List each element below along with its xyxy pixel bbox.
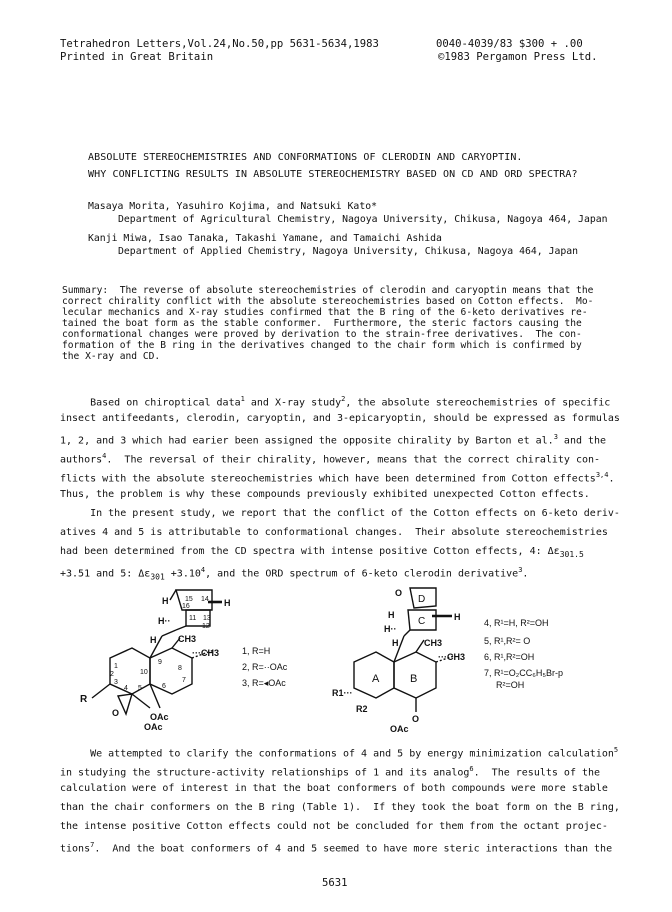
svg-text:H··: H·· <box>384 624 397 634</box>
svg-text:1: 1 <box>114 663 118 670</box>
para2-line-4: +3.51 and 5: $\Delta\varepsilon_{301} +3.10^4$, and the ORD spectrum of 6-keto clerodin derivative$^3$. <box>60 566 529 582</box>
copyright: ©1983 Pergamon Press Ltd. <box>438 51 598 63</box>
svg-text:C: C <box>418 616 426 627</box>
svg-text:···CH3: ···CH3 <box>438 652 465 662</box>
svg-text:16: 16 <box>182 603 190 610</box>
svg-text:6: 6 <box>162 683 166 690</box>
para3-line-1: We attempted to clarify the conformations of 4 and 5 by energy minimization calculation$^5$ <box>60 746 619 760</box>
para3-line-2: in studying the structure-activity relationships of 1 and its analog$^6$. The results of the <box>60 765 601 779</box>
svg-text:O: O <box>112 708 120 718</box>
summary-line: correct chirality conflict with the absolute stereochemistries based on Cotton effects. Mo- <box>62 296 594 307</box>
para3-line-3: calculation were of interest in that the boat conformers of both compounds were more stable <box>60 783 608 794</box>
svg-text:5: 5 <box>138 685 142 692</box>
svg-text:B: B <box>410 673 418 685</box>
para1-line-2: insect antifeedants, clerodin, caryoptin, and 3-epicaryoptin, should be expressed as formulas <box>60 413 620 424</box>
svg-text:9: 9 <box>158 659 162 666</box>
issn-price: 0040-4039/83 $300 + .00 <box>436 38 583 50</box>
svg-text:11: 11 <box>189 615 197 622</box>
svg-text:14: 14 <box>201 596 209 603</box>
svg-text:···CH3: ···CH3 <box>192 648 219 658</box>
compound-7: 7, R¹=O₂CC₆H₅Br-p <box>484 668 564 678</box>
para1-line-1: Based on chiroptical data$^1$ and X-ray study$^2$, the absolute stereochemistries of specific <box>60 395 611 409</box>
title-line-1: ABSOLUTE STEREOCHEMISTRIES AND CONFORMATIONS OF CLERODIN AND CARYOPTIN. <box>88 152 523 163</box>
svg-text:OAc: OAc <box>390 724 409 734</box>
summary-line: the X-ray and CD. <box>62 351 161 362</box>
affiliation-1: Department of Agricultural Chemistry, Nagoya University, Chikusa, Nagoya 464, Japan <box>118 214 608 225</box>
compound-6: 6, R¹,R²=OH <box>484 652 535 662</box>
svg-text:OAc: OAc <box>150 712 169 722</box>
summary-line: Summary: The reverse of absolute stereochemistries of clerodin and caryoptin means that the <box>62 285 594 296</box>
journal-citation: Tetrahedron Letters,Vol.24,No.50,pp 5631-5634,1983 <box>60 38 379 50</box>
svg-text:R: R <box>80 694 88 705</box>
structure-left-labels <box>80 596 231 732</box>
svg-text:8: 8 <box>178 665 182 672</box>
svg-text:OAc: OAc <box>144 722 163 732</box>
summary-line: lecular mechanics and X-ray studies confirmed that the B ring of the 6-keto derivatives re- <box>62 307 588 318</box>
svg-text:R2: R2 <box>356 704 368 714</box>
compound-list-right <box>484 618 563 690</box>
svg-text:15: 15 <box>185 596 193 603</box>
svg-text:H: H <box>150 635 157 645</box>
page-number: 5631 <box>322 877 348 889</box>
svg-text:O: O <box>395 588 403 598</box>
para1-line-4: authors$^4$. The reversal of their chirality, however, means that the correct chirality con- <box>60 452 601 466</box>
svg-text:H: H <box>162 596 169 606</box>
para3-line-4: than the chair conformers on the B ring (Table 1). If they took the boat form on the B ring, <box>60 802 620 813</box>
compound-5: 5, R¹,R²= O <box>484 636 531 646</box>
para1-line-6: Thus, the problem is why these compounds previously exhibited unexpected Cotton effects. <box>60 489 590 500</box>
svg-text:A: A <box>372 673 380 685</box>
structure-figure <box>0 580 672 735</box>
summary-line: formation of the B ring in the derivatives changed to the chair form which is confirmed by <box>62 340 582 351</box>
affiliation-2: Department of Applied Chemistry, Nagoya University, Chikusa, Nagoya 464, Japan <box>118 246 579 257</box>
svg-text:H··: H·· <box>158 616 171 626</box>
compound-list-left <box>242 646 288 688</box>
author-group-1: Masaya Morita, Yasuhiro Kojima, and Natsuki Kato* <box>88 201 378 212</box>
svg-text:4: 4 <box>124 685 128 692</box>
svg-text:H: H <box>224 598 231 608</box>
title-line-2: WHY CONFLICTING RESULTS IN ABSOLUTE STEREOCHEMISTRY BASED ON CD AND ORD SPECTRA? <box>88 169 578 180</box>
svg-text:H: H <box>454 612 461 622</box>
compound-4: 4, R¹=H, R²=OH <box>484 618 549 628</box>
compound-2: 2, R=··OAc <box>242 662 288 672</box>
para3-line-6: tions$^7$. And the boat conformers of 4 and 5 seemed to have more steric interactions than the <box>60 841 613 855</box>
svg-text:H: H <box>388 610 395 620</box>
author-group-2: Kanji Miwa, Isao Tanaka, Takashi Yamane, and Tamaichi Ashida <box>88 233 442 244</box>
svg-text:13: 13 <box>203 615 211 622</box>
summary-line: conformational changes were proved by derivation to the strain-free derivatives. The con- <box>62 329 582 340</box>
svg-text:7: 7 <box>182 677 186 684</box>
svg-text:H: H <box>392 638 399 648</box>
para2-line-2: atives 4 and 5 is attributable to conformational changes. Their absolute stereochemistries <box>60 527 608 538</box>
svg-text:3: 3 <box>114 679 118 686</box>
svg-text:2: 2 <box>110 671 114 678</box>
structure-right <box>354 588 454 712</box>
svg-text:10: 10 <box>140 669 148 676</box>
compound-1: 1, R=H <box>242 646 271 656</box>
printed-in: Printed in Great Britain <box>60 51 214 63</box>
svg-text:R1···: R1··· <box>332 688 353 698</box>
para3-line-5: the intense positive Cotton effects could not be concluded for them from the octant projec- <box>60 821 608 832</box>
para1-line-3: 1, 2, and 3 which had earier been assigned the opposite chirality by Barton et al.$^3$ and the <box>60 433 607 447</box>
structure-right-labels <box>332 588 465 734</box>
compound-7-r2: R²=OH <box>496 680 525 690</box>
svg-text:12: 12 <box>202 623 210 630</box>
svg-text:CH3: CH3 <box>424 638 443 648</box>
svg-text:CH3: CH3 <box>178 634 197 644</box>
para1-line-5: flicts with the absolute stereochemistries which have been determined from Cotton effects$^{3,4}$. <box>60 471 615 485</box>
svg-text:O: O <box>412 714 420 724</box>
svg-text:D: D <box>418 594 426 605</box>
para2-line-1: In the present study, we report that the conflict of the Cotton effects on 6-keto deriv- <box>60 508 620 519</box>
summary-line: tained the boat form as the stable conformer. Furthermore, the steric factors causing the <box>62 318 582 329</box>
compound-3: 3, R=◂OAc <box>242 678 286 688</box>
para2-line-3: had been determined from the CD spectra with intense positive Cotton effects, 4: $\Delta\varepsilon_{301.5}$ <box>60 546 584 559</box>
